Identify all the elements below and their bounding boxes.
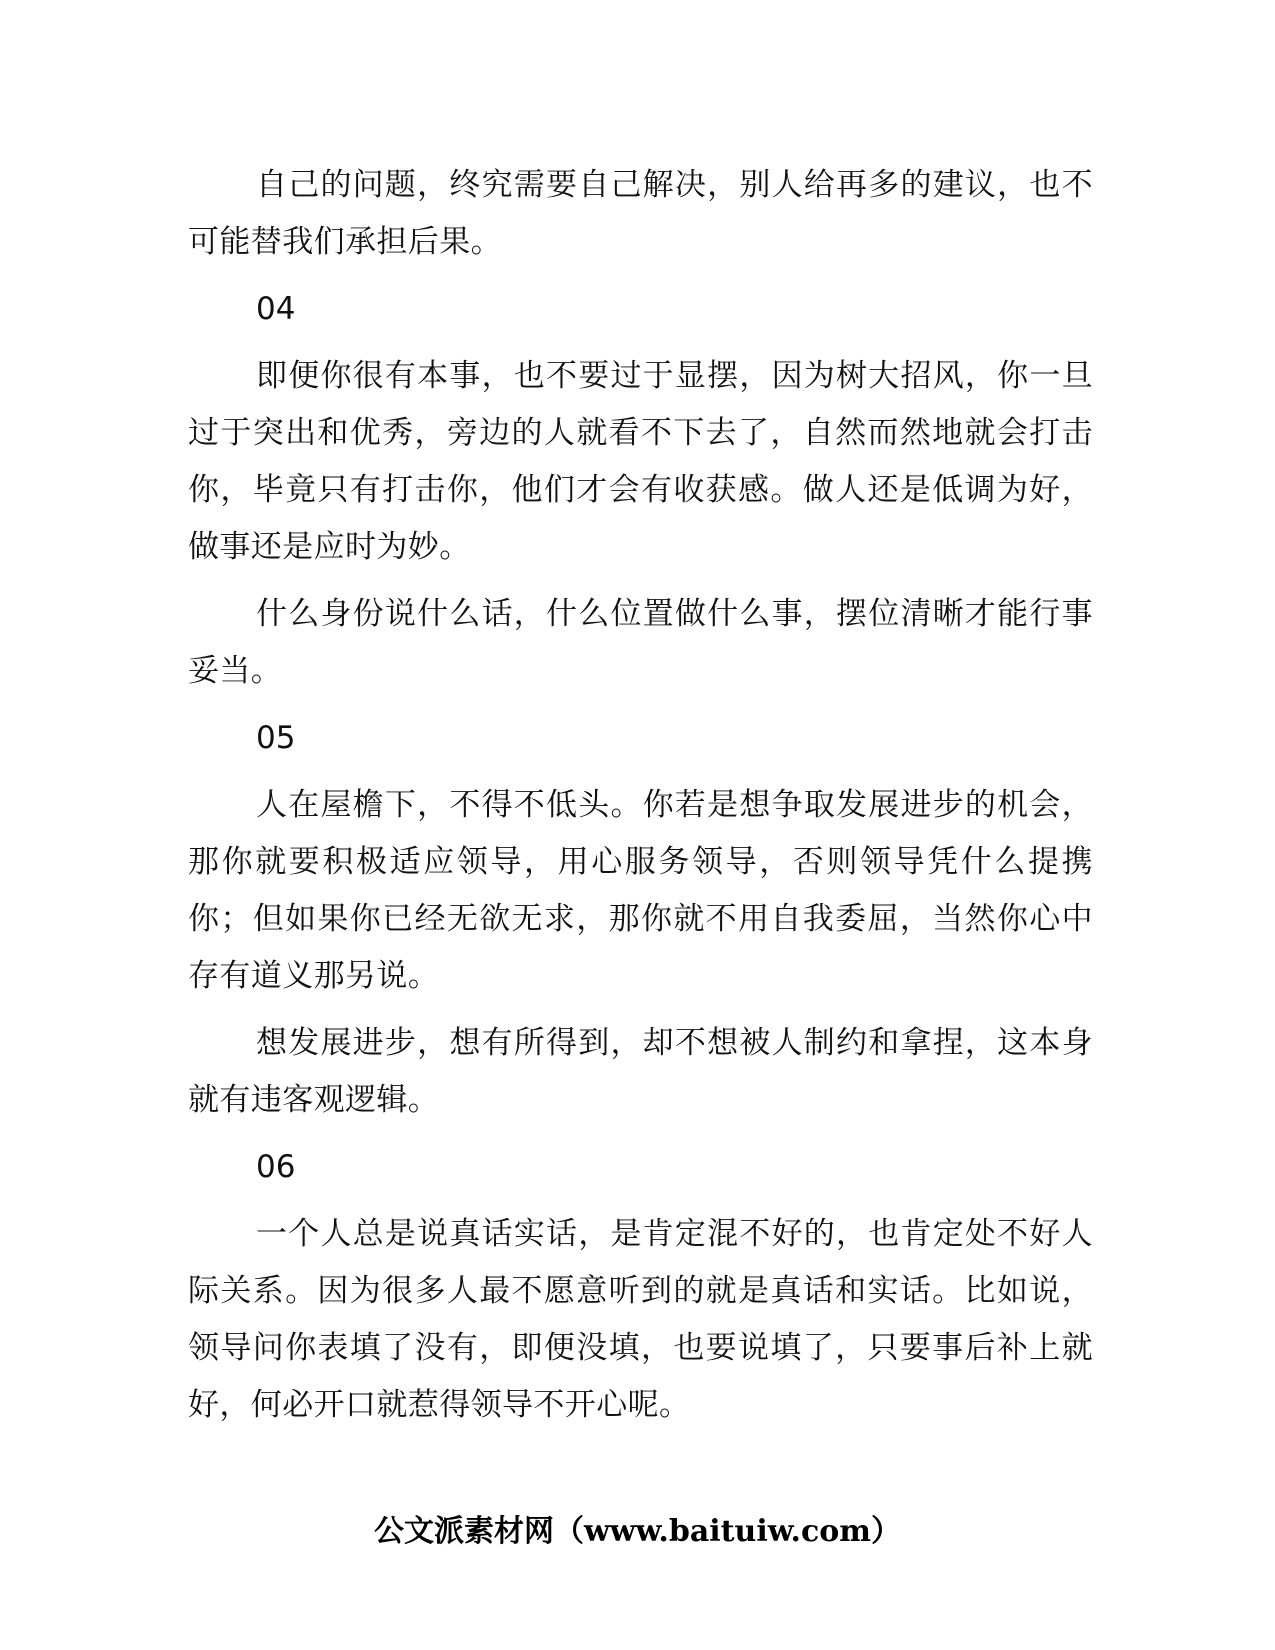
footer-source: 公文派素材网（www.baituiw.com）: [373, 1514, 902, 1549]
paragraph: 想发展进步，想有所得到，却不想被人制约和拿捏，这本身就有违客观逻辑。: [188, 1025, 1093, 1118]
section-number: 05: [256, 720, 296, 756]
section-number: 06: [256, 1149, 296, 1185]
paragraph: 人在屋檐下，不得不低头。你若是想争取发展进步的机会，那你就要积极适应领导，用心服务领导，否则领导凭什么提携你；但如果你已经无欲无求，那你就不用自我委屈，当然你心中存有道义那另说。: [188, 787, 1093, 994]
document-body: [188, 157, 1093, 1444]
paragraph: 自己的问题，终究需要自己解决，别人给再多的建议，也不可能替我们承担后果。: [188, 167, 1093, 260]
paragraph: 什么身份说什么话，什么位置做什么事，摆位清晰才能行事妥当。: [188, 596, 1093, 689]
paragraph: 即便你很有本事，也不要过于显摆，因为树大招风，你一旦过于突出和优秀，旁边的人就看不下去了，自然而然地就会打击你，毕竟只有打击你，他们才会有收获感。做人还是低调为好，做事还是应时为妙。: [188, 358, 1093, 565]
paragraph: 一个人总是说真话实话，是肯定混不好的，也肯定处不好人际关系。因为很多人最不愿意听到的就是真话和实话。比如说，领导问你表填了没有，即便没填，也要说填了，只要事后补上就好，何必开口就惹得领导不开心呢。: [188, 1216, 1093, 1423]
section-number: 04: [256, 291, 296, 327]
